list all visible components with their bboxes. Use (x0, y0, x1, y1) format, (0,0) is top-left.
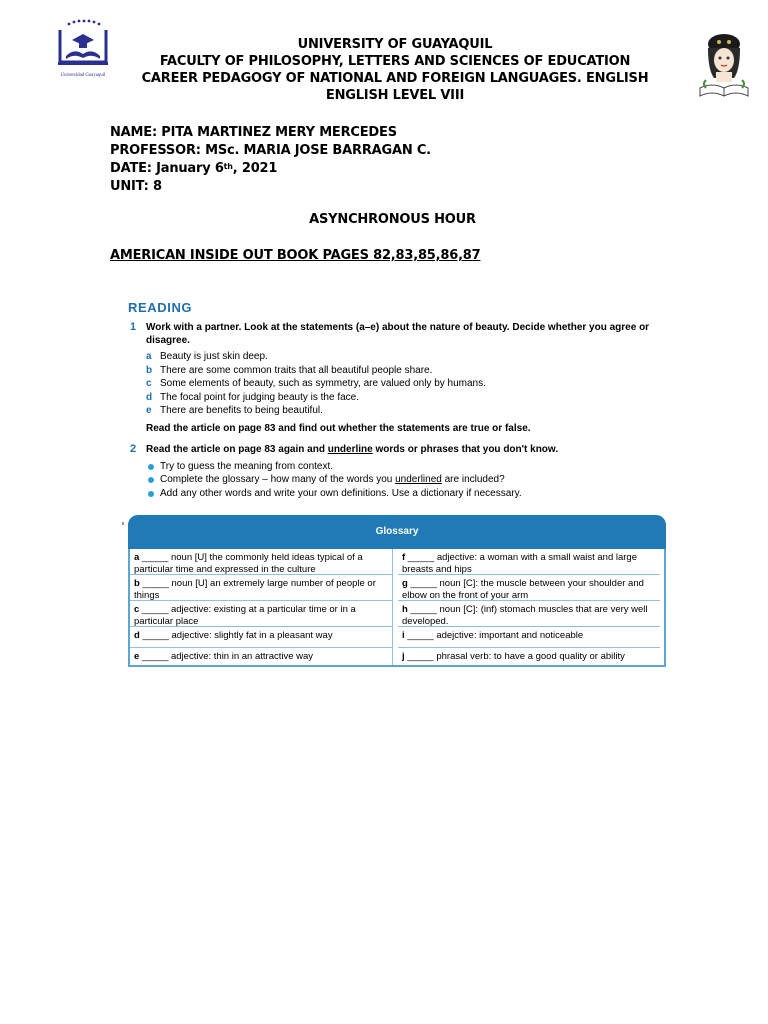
statement-list (146, 350, 668, 418)
glossary-body (128, 549, 666, 667)
list-item: Add any other words and write your own definitions. Use a dictionary if necessary. (146, 487, 668, 501)
student-info (110, 124, 431, 196)
glossary-title: Glossary (128, 515, 666, 549)
list-item: b There are some common traits that all beautiful people share. (146, 364, 433, 376)
glossary-item: a _____ noun [U] the commonly held ideas typical of a particular time and expressed in the culture (130, 549, 392, 575)
list-item: d The focal point for judging beauty is the face. (146, 391, 360, 403)
reading-section (128, 300, 668, 500)
list-item: a Beauty is just skin deep. (146, 351, 268, 362)
asynchronous-heading: ASYNCHRONOUS HOUR (309, 212, 476, 227)
glossary-item: d _____ adjective: slightly fat in a pleasant way (130, 627, 392, 648)
glossary-item: f _____ adjective: a woman with a small waist and large breasts and hips (398, 549, 660, 575)
glossary-item: b _____ noun [U] an extremely large number of people or things (130, 575, 392, 601)
date-line: DATE: January 6th, 2021 (110, 161, 278, 176)
glossary-item: i _____ adejctive: important and noticeable (398, 627, 660, 648)
task-number: 1 (130, 321, 137, 333)
glossary-column-right (398, 549, 660, 665)
unit-line: UNIT: 8 (110, 179, 162, 194)
divider (122, 522, 124, 525)
glossary-column-left (130, 549, 393, 665)
faculty-name: FACULTY OF PHILOSOPHY, LETTERS AND SCIENCES OF EDUCATION (159, 54, 631, 69)
book-pages-heading: AMERICAN INSIDE OUT BOOK PAGES 82,83,85,86,87 (110, 248, 481, 263)
bullet-icon (148, 491, 154, 497)
career-name: CAREER PEDAGOGY OF NATIONAL AND FOREIGN LANGUAGES. ENGLISH (141, 71, 649, 86)
list-item: e There are benefits to being beautiful. (146, 405, 323, 416)
task-number: 2 (130, 442, 137, 455)
glossary-item: e _____ adjective: thin in an attractive way (134, 651, 314, 662)
glossary-item: h _____ noun [C]: (inf) stomach muscles that are very well developed. (398, 601, 660, 627)
faculty-logo-icon (694, 30, 754, 102)
task-text: Read the article on page 83 again and underline words or phrases that you don't know. (146, 443, 559, 455)
bullet-icon (148, 464, 154, 470)
glossary-box (128, 515, 666, 667)
glossary-item: c _____ adjective: existing at a particular time or in a particular place (130, 601, 392, 627)
glossary-item: g _____ noun [C]: the muscle between your shoulder and elbow on the front of your arm (398, 575, 660, 601)
professor-name: PROFESSOR: MSc. MARIA JOSE BARRAGAN C. (110, 143, 431, 158)
logo-caption: Universidad Guayaquil (60, 73, 106, 78)
list-item: c Some elements of beauty, such as symmetry, are valued only by humans. (146, 378, 486, 389)
task-1 (128, 321, 668, 435)
list-item: Try to guess the meaning from context. (146, 460, 668, 474)
bullet-icon (148, 477, 154, 483)
reading-title: READING (128, 300, 193, 315)
student-name: NAME: PITA MARTINEZ MERY MERCEDES (110, 125, 397, 140)
university-name: UNIVERSITY OF GUAYAQUIL (297, 37, 493, 52)
read-note: Read the article on page 83 and find out whether the statements are true or false. (146, 422, 531, 434)
glossary-item: j _____ phrasal verb: to have a good quality or ability (402, 651, 625, 662)
list-item: Complete the glossary – how many of the words you underlined are included? (146, 473, 668, 487)
document-header (100, 36, 690, 104)
level-name: ENGLISH LEVEL VIII (325, 88, 465, 103)
task-text: Work with a partner. Look at the statements (a–e) about the nature of beauty. Decide whether you agree or disagree. (146, 322, 650, 346)
task-2 (128, 443, 668, 501)
bullet-list (146, 460, 668, 501)
